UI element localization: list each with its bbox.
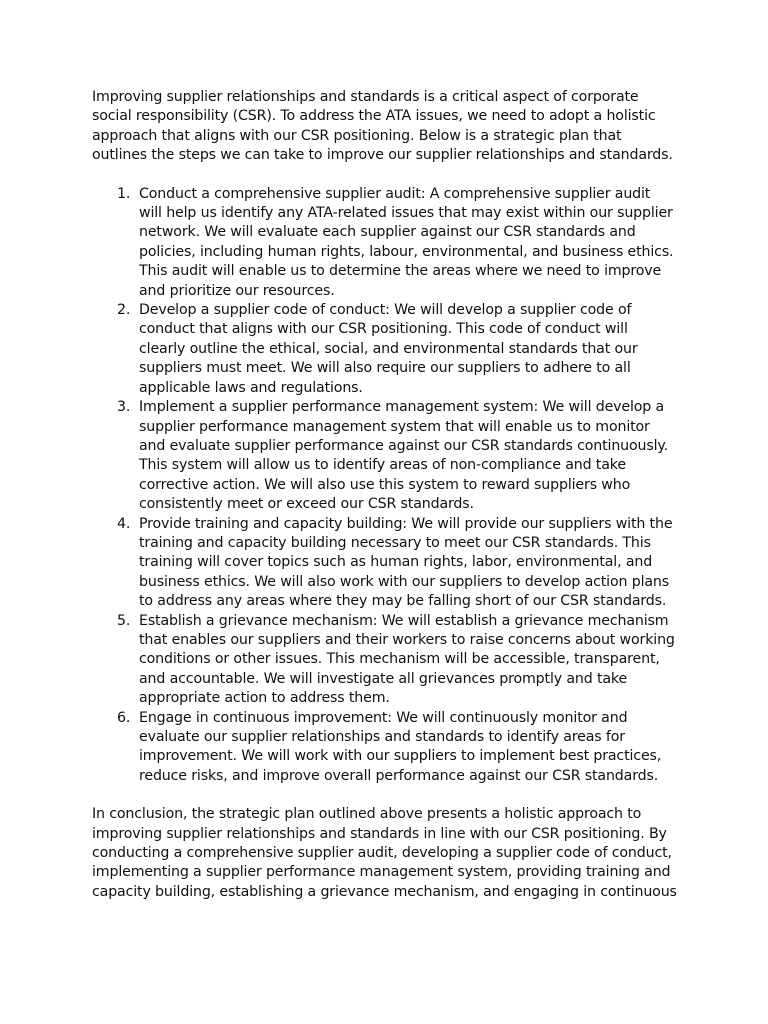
- list-item-number: 1.: [117, 185, 131, 202]
- list-item-text: Develop a supplier code of conduct: We will develop a supplier code of conduct that aligns with our CSR positioning. This code of conduct will clearly outline the ethical, social, and environmental standards that our suppliers must meet. We will also require our suppliers to adhere to all applicable laws and regulations.: [139, 302, 638, 396]
- list-item-training: [92, 515, 677, 612]
- list-item-text: Provide training and capacity building: We will provide our suppliers with the training and capacity building necessary to meet our CSR standards. This training will cover topics such as human rights, labor, environmental, and business ethics. We will also work with our suppliers to develop action plans to address any areas where they may be falling short of our CSR standards.: [139, 515, 673, 610]
- list-item-text: Conduct a comprehensive supplier audit: A comprehensive supplier audit will help us identify any ATA-related issues that may exist within our supplier network. We will evaluate each supplier against our CSR standards and policies, including human rights, labour, environmental, and business ethics. This audit will enable us to determine the areas where we need to improve and prioritize our resources.: [139, 185, 674, 299]
- list-item-number: 2.: [117, 302, 131, 319]
- intro-paragraph: Improving supplier relationships and standards is a critical aspect of corporate social responsibility (CSR). To address the ATA issues, we need to adopt a holistic approach that aligns with our CSR positioning. Below is a strategic plan that outlines the steps we can take to improve our supplier relationships and standards.: [92, 89, 673, 164]
- list-item-number: 4.: [117, 515, 131, 532]
- conclusion-paragraph: In conclusion, the strategic plan outlined above presents a holistic approach to improving supplier relationships and standards in line with our CSR positioning. By conducting a comprehensive supplier audit, developing a supplier code of conduct, implementing a supplier performance management system, providing training and capacity building, establishing a grievance mechanism, and engaging in continuous: [92, 806, 677, 900]
- list-item-text: Implement a supplier performance management system: We will develop a supplier performance management system that will enable us to monitor and evaluate supplier performance against our CSR standards continuously. This system will allow us to identify areas of non-compliance and take corrective action. We will also use this system to reward suppliers who consistently meet or exceed our CSR standards.: [139, 399, 668, 513]
- list-item-number: 5.: [117, 612, 131, 629]
- list-item-continuous-improvement: [92, 709, 677, 787]
- list-item-text: Establish a grievance mechanism: We will establish a grievance mechanism that enables our suppliers and their workers to raise concerns about working conditions or other issues. This mechanism will be accessible, transparent, and accountable. We will investigate all grievances promptly and take appropriate action to address them.: [139, 612, 675, 707]
- list-item-number: 3.: [117, 399, 131, 416]
- list-item-text: Engage in continuous improvement: We will continuously monitor and evaluate our supplier relationships and standards to identify areas for improvement. We will work with our suppliers to implement best practices, reduce risks, and improve overall performance against our CSR standards.: [139, 709, 662, 784]
- strategic-plan-list: [92, 185, 677, 787]
- list-item-audit: [92, 185, 677, 301]
- document-page: [92, 88, 677, 902]
- list-item-performance-management: [92, 398, 677, 514]
- list-item-number: 6.: [117, 709, 131, 726]
- list-item-code-of-conduct: [92, 301, 677, 398]
- list-item-grievance-mechanism: [92, 612, 677, 709]
